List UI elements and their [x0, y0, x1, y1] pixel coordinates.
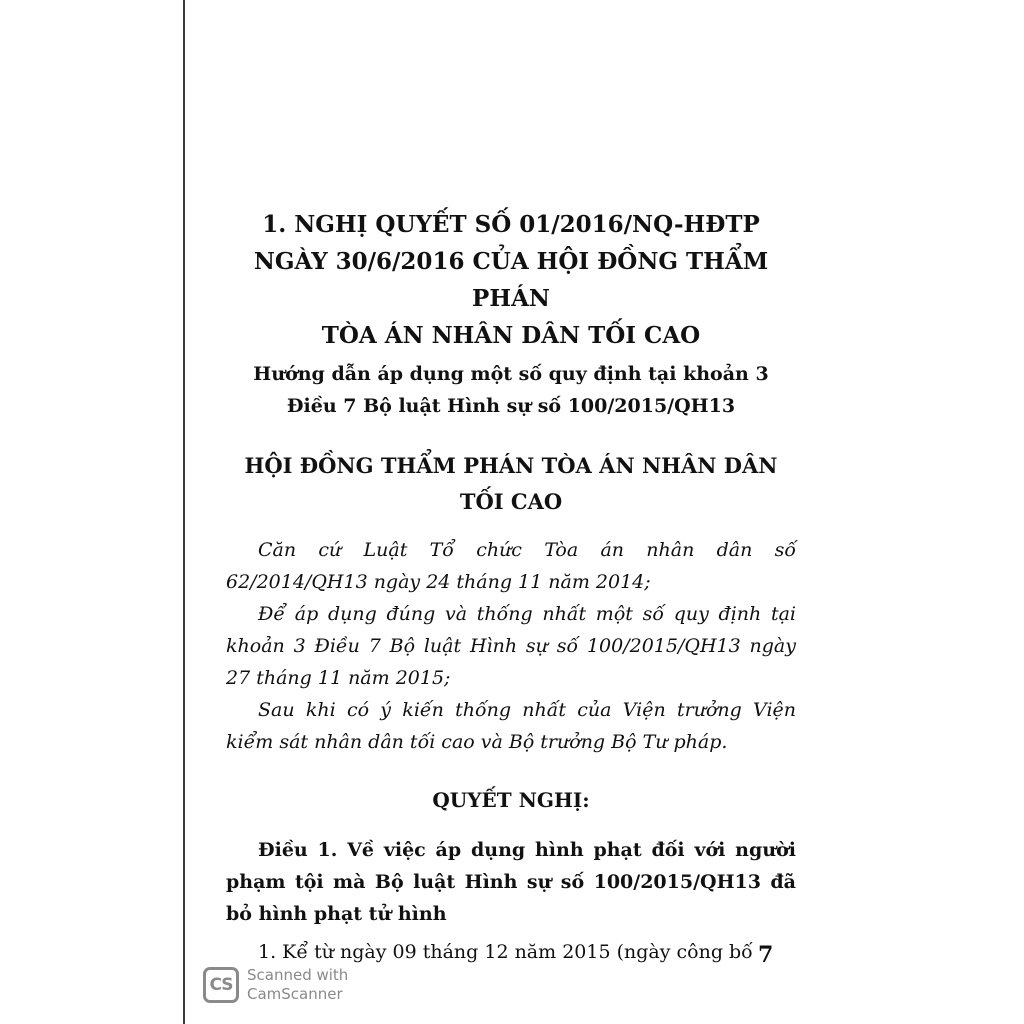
- watermark-line: Scanned with: [247, 966, 349, 984]
- article-title: Điều 1. Về việc áp dụng hình phạt đối với người phạm tội mà Bộ luật Hình sự số 100/2015/QH13 đã bỏ hình phạt tử hình: [226, 839, 796, 925]
- subtitle-line: Điều 7 Bộ luật Hình sự số 100/2015/QH13: [286, 395, 736, 417]
- title-line: NGÀY 30/6/2016 CỦA HỘI ĐỒNG THẨM PHÁN: [253, 248, 769, 312]
- basis-paragraph: Để áp dụng đúng và thống nhất một số quy định tại khoản 3 Điều 7 Bộ luật Hình sự số 100/2015/QH13 ngày 27 tháng 11 năm 2015;: [226, 603, 796, 689]
- title-line: 1. NGHỊ QUYẾT SỐ 01/2016/NQ-HĐTP: [262, 211, 760, 238]
- page-number: 7: [758, 942, 774, 968]
- watermark-text: [247, 966, 348, 1004]
- council-heading: [226, 448, 796, 520]
- article-body: 1. Kể từ ngày 09 tháng 12 năm 2015 (ngày công bố: [258, 941, 753, 963]
- camscanner-watermark: [203, 966, 348, 1004]
- page-edge-line: [183, 0, 185, 1024]
- council-line: TỐI CAO: [459, 489, 563, 514]
- subtitle-line: Hướng dẫn áp dụng một số quy định tại khoản 3: [253, 363, 769, 385]
- council-line: HỘI ĐỒNG THẨM PHÁN TÒA ÁN NHÂN DÂN: [244, 453, 778, 478]
- basis-paragraph: Căn cứ Luật Tổ chức Tòa án nhân dân số 62/2014/QH13 ngày 24 tháng 11 năm 2014;: [226, 539, 796, 593]
- legal-basis: [226, 534, 796, 758]
- camscanner-logo-icon: CS: [203, 967, 239, 1003]
- title-line: TÒA ÁN NHÂN DÂN TỐI CAO: [321, 322, 701, 349]
- watermark-line: CamScanner: [247, 985, 343, 1003]
- document-title: [226, 206, 796, 354]
- decision-heading: QUYẾT NGHỊ:: [432, 788, 590, 812]
- document-subtitle: [226, 358, 796, 422]
- document-page: [226, 206, 796, 968]
- basis-paragraph: Sau khi có ý kiến thống nhất của Viện trưởng Viện kiểm sát nhân dân tối cao và Bộ trưởng Bộ Tư pháp.: [226, 699, 796, 753]
